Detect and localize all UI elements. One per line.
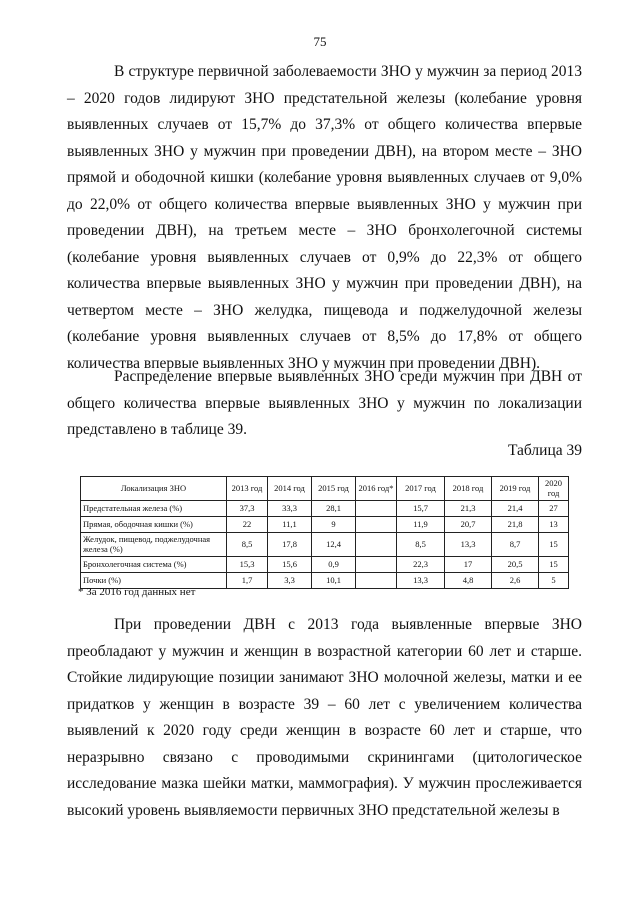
table-row	[81, 517, 569, 533]
table-cell: 12,4	[312, 533, 356, 557]
header-cell: 2017 год	[397, 477, 445, 501]
table-cell: 0,9	[312, 557, 356, 573]
table-cell: 27	[539, 501, 569, 517]
table-footnote: * За 2016 год данных нет	[78, 586, 196, 598]
table-cell: 8,5	[227, 533, 268, 557]
table-cell: 4,8	[445, 573, 492, 589]
table-cell: 15,3	[227, 557, 268, 573]
table-cell: 22,3	[397, 557, 445, 573]
table-cell	[356, 533, 397, 557]
header-cell: 2014 год	[268, 477, 312, 501]
table-cell: 33,3	[268, 501, 312, 517]
paragraph-dvn-findings: При проведении ДВН с 2013 года выявленные впервые ЗНО преобладают у мужчин и женщин в возрастной категории 60 лет и старше. Стойкие лидирующие позиции занимают ЗНО молочной железы, матки и ее придатков у женщин в возрасте 39 – 60 лет с увеличением количества выявлений к 2020 году среди женщин в возрасте 60 лет и старше, что неразрывно связано с проводимыми скринингами (цитологическое исследование мазка шейки матки, маммография). У мужчин прослеживается высокий уровень выявляемости первичных ЗНО предстательной железы в	[67, 616, 582, 819]
table-cell: 21,8	[492, 517, 539, 533]
table-cell: 17	[445, 557, 492, 573]
row-label: Желудок, пищевод, поджелудочная железа (%)	[81, 533, 227, 557]
table-cell	[356, 501, 397, 517]
header-cell: 2019 год	[492, 477, 539, 501]
table-cell: 15	[539, 533, 569, 557]
table-row	[81, 501, 569, 517]
header-cell: Локализация ЗНО	[81, 477, 227, 501]
table-cell: 5	[539, 573, 569, 589]
table-cell: 9	[312, 517, 356, 533]
table-cell: 22	[227, 517, 268, 533]
table-row	[81, 557, 569, 573]
table-cell: 3,3	[268, 573, 312, 589]
table-cell	[356, 557, 397, 573]
paragraph-male-incidence-structure: В структуре первичной заболеваемости ЗНО у мужчин за период 2013 – 2020 годов лидируют ЗНО предстательной железы (колебание уровня выявленных случаев от 15,7% до 37,3% от общего количества впервые выявленных ЗНО у мужчин при проведении ДВН), на втором месте – ЗНО прямой и ободочной кишки (колебание уровня выявленных случаев от 9,0% до 22,0% от общего количества впервые выявленных ЗНО у мужчин при проведении ДВН), на третьем месте – ЗНО бронхолегочной системы (колебание уровня выявленных случаев от 0,9% до 22,3% от общего количества впервые выявленных ЗНО у мужчин при проведении ДВН), на четвертом месте – ЗНО желудка, пищевода и поджелудочной железы (колебание уровня выявленных случаев от 8,5% до 17,8% от общего количества впервые выявленных ЗНО у мужчин при проведении ДВН).	[67, 63, 582, 372]
table-caption: Таблица 39	[507, 442, 582, 459]
row-label: Предстательная железа (%)	[81, 501, 227, 517]
header-cell: 2015 год	[312, 477, 356, 501]
header-cell: 2016 год*	[356, 477, 397, 501]
page-number: 75	[313, 34, 327, 49]
table-cell: 13,3	[397, 573, 445, 589]
header-cell: 2013 год	[227, 477, 268, 501]
table-row	[81, 533, 569, 557]
table-cell: 37,3	[227, 501, 268, 517]
table-cell: 1,7	[227, 573, 268, 589]
table-cell: 11,9	[397, 517, 445, 533]
table-cell: 8,5	[397, 533, 445, 557]
table-cell: 11,1	[268, 517, 312, 533]
row-label: Прямая, ободочная кишки (%)	[81, 517, 227, 533]
row-label: Почки (%)	[81, 573, 227, 589]
localization-table	[80, 476, 569, 589]
header-cell: 2018 год	[445, 477, 492, 501]
table-cell: 15,7	[397, 501, 445, 517]
table-cell: 10,1	[312, 573, 356, 589]
table-cell: 2,6	[492, 573, 539, 589]
table-cell: 13,3	[445, 533, 492, 557]
table-cell: 20,7	[445, 517, 492, 533]
table-cell	[356, 573, 397, 589]
table-cell: 20,5	[492, 557, 539, 573]
table-cell: 13	[539, 517, 569, 533]
table-cell: 28,1	[312, 501, 356, 517]
header-cell: 2020 год	[539, 477, 569, 501]
paragraph-table-reference: Распределение впервые выявленных ЗНО среди мужчин при ДВН от общего количества впервые выявленных ЗНО у мужчин по локализации представлено в таблице 39.	[67, 368, 582, 438]
table-header-row	[81, 477, 569, 501]
row-label: Бронхолегочная система (%)	[81, 557, 227, 573]
table-cell: 21,4	[492, 501, 539, 517]
table-cell	[356, 517, 397, 533]
table-cell: 8,7	[492, 533, 539, 557]
table-cell: 17,8	[268, 533, 312, 557]
table-cell: 15	[539, 557, 569, 573]
table-cell: 21,3	[445, 501, 492, 517]
table-cell: 15,6	[268, 557, 312, 573]
